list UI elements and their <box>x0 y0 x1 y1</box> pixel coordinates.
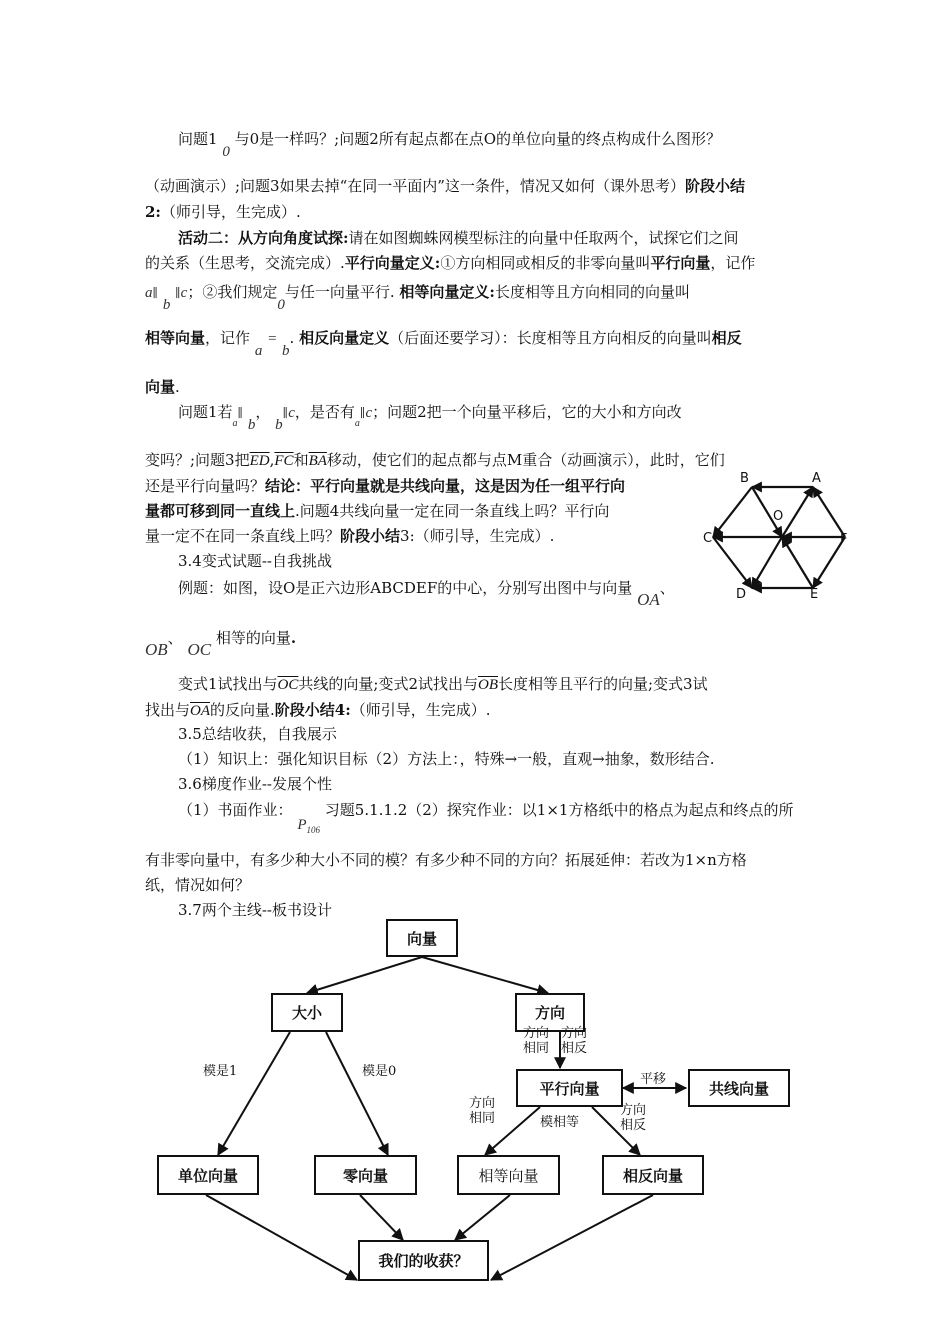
bold-text: 结论：平行向量就是共线向量，这是因为任一组平行向 <box>265 477 626 495</box>
text: ，记作 <box>710 254 756 272</box>
text: 长度相等且平行的向量;变式3试 <box>498 675 708 693</box>
math-symbol: 0 <box>277 297 285 313</box>
hexagon-lines <box>713 487 848 588</box>
text: 还是平行向量吗？ <box>145 477 266 495</box>
box-parallel-vector: 平行向量 <box>516 1069 623 1107</box>
text: , <box>269 451 275 469</box>
text: 有非零向量中，有多少种大小不同的模？有多少种不同的方向？拓展延伸：若改为1×n方格 <box>145 851 747 869</box>
bold-text: 阶段小结 <box>340 527 401 545</box>
text: ，是否有 <box>294 403 355 421</box>
label-modulus-zero: 模是0 <box>362 1064 397 1079</box>
text: ；问题2把一个向量平移后，它的大小和方向改 <box>372 403 682 421</box>
label-translation: 平移 <box>640 1072 667 1087</box>
math-symbol: ∥ <box>175 286 181 300</box>
bold-text: 平行向量定义: <box>344 254 441 272</box>
text: 问题1 <box>178 130 218 148</box>
label-D: D <box>736 587 747 602</box>
label-A: A <box>812 471 821 486</box>
math-symbol: c <box>365 405 373 421</box>
math-symbol: a <box>354 418 360 429</box>
bold-text: 量都可移到同一直线上 <box>145 502 296 520</box>
bold-text: 阶段小结 <box>684 177 745 195</box>
text: 3.5总结收获，自我展示 <box>178 725 337 743</box>
vector-OB: OB <box>145 640 168 659</box>
bold-text: 平行向量 <box>650 254 711 272</box>
math-symbol: ∥ <box>282 406 289 420</box>
text: 量一定不在同一条直线上吗？ <box>145 527 341 545</box>
vector-OC: OC <box>187 640 212 659</box>
box-zero-vector: 零向量 <box>314 1155 417 1195</box>
text: （师引导，生完成）. <box>160 203 301 221</box>
text: （后面还要学习）：长度相等且方向相反的向量叫 <box>389 329 712 347</box>
bold-text: 活动二：从方向角度试探: <box>178 229 349 247</box>
text: 3.6梯度作业--发展个性 <box>178 775 332 793</box>
text: 3.4变式试题--自我挑战 <box>178 552 332 570</box>
text: . <box>289 329 295 347</box>
text: 3:（师引导，生完成）. <box>400 527 555 545</box>
bold-text: 阶段小结4: <box>274 701 351 719</box>
text: ， <box>255 403 271 421</box>
math-symbol: b <box>275 417 283 433</box>
text: 长度相等且方向相同的向量叫 <box>494 283 690 301</box>
math-symbol: = <box>267 331 278 347</box>
label-E: E <box>810 587 819 602</box>
math-symbol: ∥ <box>359 406 366 420</box>
box-size: 大小 <box>271 993 343 1032</box>
text: 找出与 <box>145 701 191 719</box>
text: 纸，情况如何？ <box>145 876 251 894</box>
text: ；②我们规定 <box>187 283 278 301</box>
text: （1）知识上：强化知识目标（2）方法上：，特殊→一般，直观→抽象，数形结合. <box>178 750 715 768</box>
math-symbol: b <box>162 297 171 313</box>
label-equal-modulus: 模相等 <box>540 1115 580 1130</box>
label-modulus-one: 模是1 <box>203 1064 238 1079</box>
bold-text: 相反 <box>711 329 742 347</box>
math-symbol: ∥ <box>152 286 159 300</box>
bold-text: 2: <box>145 203 161 221</box>
vector-FC: $\overline{FC}$ <box>274 453 294 469</box>
vector-OA: $\overline{OA}$ <box>190 703 211 719</box>
box-unit-vector: 单位向量 <box>157 1155 259 1195</box>
label-same-direction-2: 方向 相同 <box>469 1096 496 1126</box>
math-symbol: c <box>288 405 295 421</box>
text: ①方向相同或相反的非零向量叫 <box>440 254 651 272</box>
text: 变吗？;问题3把 <box>145 451 250 469</box>
label-opposite-direction-2: 方向 相反 <box>620 1103 647 1133</box>
label-opposite-direction: 方向 相反 <box>561 1026 588 1056</box>
box-collinear-vector: 共线向量 <box>688 1069 790 1107</box>
text: 移动，使它们的起点都与点M重合（动画演示），此时，它们 <box>326 451 725 469</box>
label-O: O <box>773 509 784 524</box>
bold-text: 相反向量定义 <box>299 329 390 347</box>
label-F: F <box>840 532 848 547</box>
text: 、 <box>659 579 675 597</box>
text: 问题1若 <box>178 403 233 421</box>
bold-text: 相等向量 <box>145 329 206 347</box>
text: . <box>175 378 180 396</box>
math-symbol: a <box>145 285 153 301</box>
math-symbol: c <box>180 285 188 301</box>
text: 的反向量. <box>210 701 275 719</box>
math-symbol: b <box>282 343 290 359</box>
text: 和 <box>293 451 309 469</box>
subscript: 106 <box>306 825 320 835</box>
text: 的关系（生思考，交流完成）. <box>145 254 345 272</box>
vector-OB: $\overline{OB}$ <box>478 677 498 693</box>
text: （动画演示）;问题3如果去掉“在同一平面内”这一条件，情况又如何（课外思考） <box>145 177 685 195</box>
math-symbol: a <box>232 418 238 429</box>
label-C: C <box>703 531 713 546</box>
text: 与0是一样吗？;问题2所有起点都在点O的单位向量的终点构成什么图形？ <box>234 130 722 148</box>
math-symbol: a <box>254 343 263 359</box>
vector-ED: $\overline{ED}$ <box>249 453 270 469</box>
text: 例题：如图，设O是正六边形ABCDEF的中心，分别写出图中与向量 <box>178 579 633 597</box>
vector-OC: $\overline{OC}$ <box>277 677 299 693</box>
text: 请在如图蜘蛛网模型标注的向量中任取两个，试探它们之间 <box>348 229 739 247</box>
box-equal-vector: 相等向量 <box>457 1155 560 1195</box>
box-vector: 向量 <box>386 919 458 957</box>
box-our-harvest: 我们的收获？ <box>358 1240 489 1281</box>
text: 习题5.1.1.2（2）探究作业：以1×1方格纸中的格点为起点和终点的所 <box>324 801 794 819</box>
text: （师引导，生完成）. <box>350 701 491 719</box>
text: 变式1试找出与 <box>178 675 278 693</box>
math-symbol: ∥ <box>237 406 244 420</box>
vector-OA: OA <box>637 590 660 609</box>
text: P <box>297 817 307 833</box>
bold-text: 向量 <box>145 378 176 396</box>
label-B: B <box>740 471 749 486</box>
box-direction: 方向 <box>515 993 585 1032</box>
text: 共线的向量;变式2试找出与 <box>298 675 478 693</box>
text: （1）书面作业： <box>178 801 293 819</box>
text: . <box>290 629 297 647</box>
text: ，记作 <box>205 329 251 347</box>
vector-BA: $\overline{BA}$ <box>308 453 327 469</box>
box-opposite-vector: 相反向量 <box>602 1155 704 1195</box>
text: 、 <box>167 629 183 647</box>
math-symbol: b <box>247 417 256 433</box>
text: 3.7两个主线--板书设计 <box>178 901 332 919</box>
label-same-direction: 方向 相同 <box>523 1026 550 1056</box>
text: 与任一向量平行. <box>284 283 395 301</box>
text: 相等的向量 <box>215 629 291 647</box>
bold-text: 相等向量定义: <box>399 283 495 301</box>
text: .问题4共线向量一定在同一条直线上吗？平行向 <box>295 502 610 520</box>
zero-vector-symbol: 0 <box>222 144 230 160</box>
